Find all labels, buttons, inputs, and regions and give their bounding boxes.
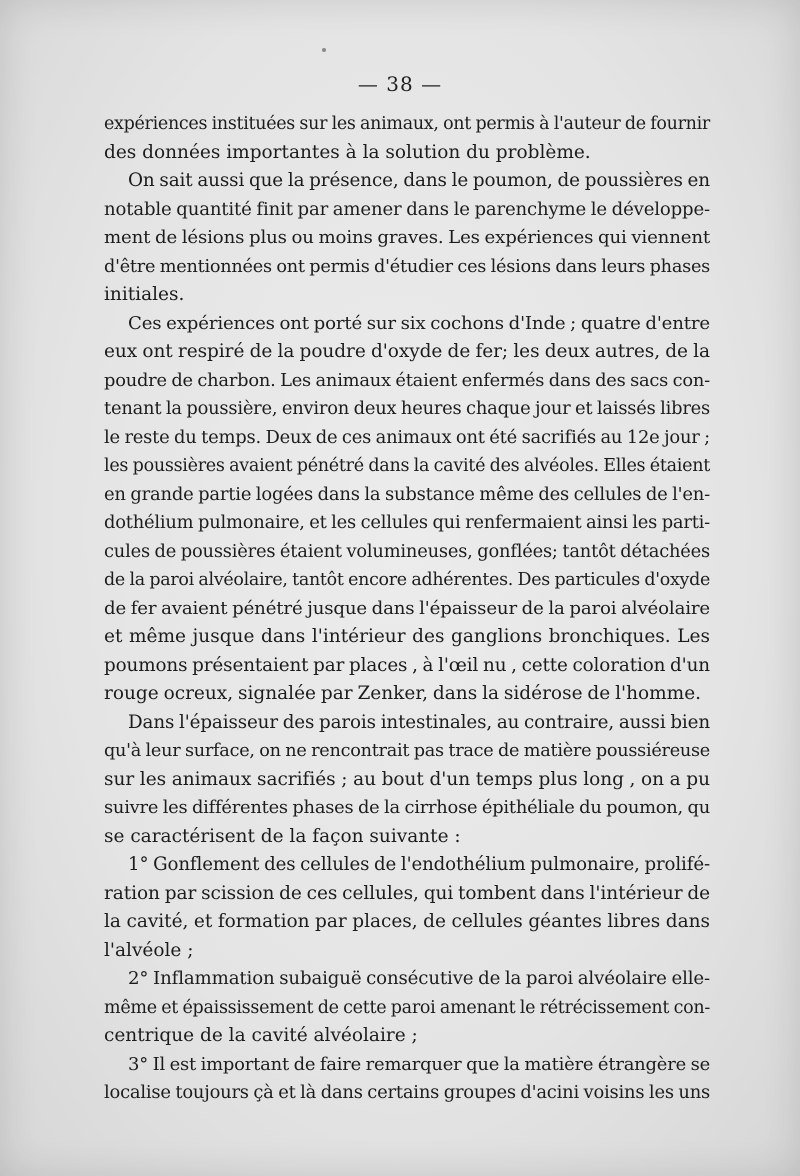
text-line: l'alvéole ;	[104, 939, 194, 961]
text-line: notable quantité finit par amener dans le parenchyme le développe-	[104, 198, 710, 220]
text-line: cules de poussières étaient volumineuses, gonflées; tantôt détachées	[104, 540, 710, 562]
text-line: poumons présentaient par places , à l'œil nu , cette coloration d'un	[104, 654, 710, 676]
text-line: même et épaississement de cette paroi amenant le rétrécissement con-	[104, 997, 710, 1018]
text-line: 2° Inflammation subaiguë consécutive de la paroi alvéolaire elle-	[128, 968, 710, 989]
text-line: poudre de charbon. Les animaux étaient enfermés dans des sacs con-	[104, 369, 710, 391]
text-line: Dans l'épaisseur des parois intestinales, au contraire, aussi bien	[128, 711, 710, 733]
text-line: d'être mentionnées ont permis d'étudier ces lésions dans leurs phases	[104, 256, 710, 277]
text-line: On sait aussi que la présence, dans le poumon, de poussières en	[128, 170, 710, 191]
page-number: — 38 —	[357, 72, 443, 96]
text-line: 3° Il est important de faire remarquer que la matière étrangère se	[128, 1053, 710, 1075]
text-line: ment de lésions plus ou moins graves. Les expériences qui viennent	[104, 227, 710, 248]
text-line: sur les animaux sacrifiés ; au bout d'un temps plus long , on a pu	[104, 768, 710, 790]
text-line: en grande partie logées dans la substance même des cellules de l'en-	[104, 483, 710, 505]
text-line: centrique de la cavité alvéolaire ;	[104, 1025, 418, 1046]
text-line: de la paroi alvéolaire, tantôt encore adhérentes. Des particules d'oxyde	[104, 570, 710, 590]
text-line: 1° Gonflement des cellules de l'endothélium pulmonaire, prolifé-	[128, 854, 710, 875]
text-line: dothélium pulmonaire, et les cellules qui renfermaient ainsi les parti-	[104, 512, 710, 533]
text-line: se caractérisent de la façon suivante :	[104, 825, 461, 847]
text-line: initiales.	[104, 284, 185, 305]
paper-speck	[322, 48, 326, 52]
text-line: et même jusque dans l'intérieur des ganglions bronchiques. Les	[104, 626, 710, 647]
text-line: ration par scission de ces cellules, qui tombent dans l'intérieur de	[104, 882, 710, 904]
text-line: Ces expériences ont porté sur six cochons d'Inde ; quatre d'entre	[128, 312, 710, 334]
text-line: le reste du temps. Deux de ces animaux ont été sacrifiés au 12e jour ;	[104, 426, 710, 448]
text-line: localise toujours çà et là dans certains groupes d'acini voisins les uns	[104, 1082, 710, 1103]
text-line: rouge ocreux, signalée par Zenker, dans la sidérose de l'homme.	[104, 683, 702, 704]
text-line: des données importantes à la solution du problème.	[104, 141, 591, 163]
text-line: de fer avaient pénétré jusque dans l'épaisseur de la paroi alvéolaire	[104, 597, 710, 619]
text-line: tenant la poussière, environ deux heures chaque jour et laissés libres	[104, 398, 710, 419]
text-line: qu'à leur surface, on ne rencontrait pas trace de matière poussiéreuse	[104, 741, 710, 761]
body-text	[104, 110, 710, 1108]
text-line: eux ont respiré de la poudre d'oxyde de fer; les deux autres, de la	[104, 341, 710, 362]
text-line: les poussières avaient pénétré dans la cavité des alvéoles. Elles étaient	[104, 456, 710, 476]
text-line: expériences instituées sur les animaux, ont permis à l'auteur de fournir	[104, 114, 710, 134]
text-line: suivre les différentes phases de la cirrhose épithéliale du poumon, qu	[104, 797, 710, 818]
text-line: la cavité, et formation par places, de cellules géantes libres dans	[104, 911, 710, 932]
